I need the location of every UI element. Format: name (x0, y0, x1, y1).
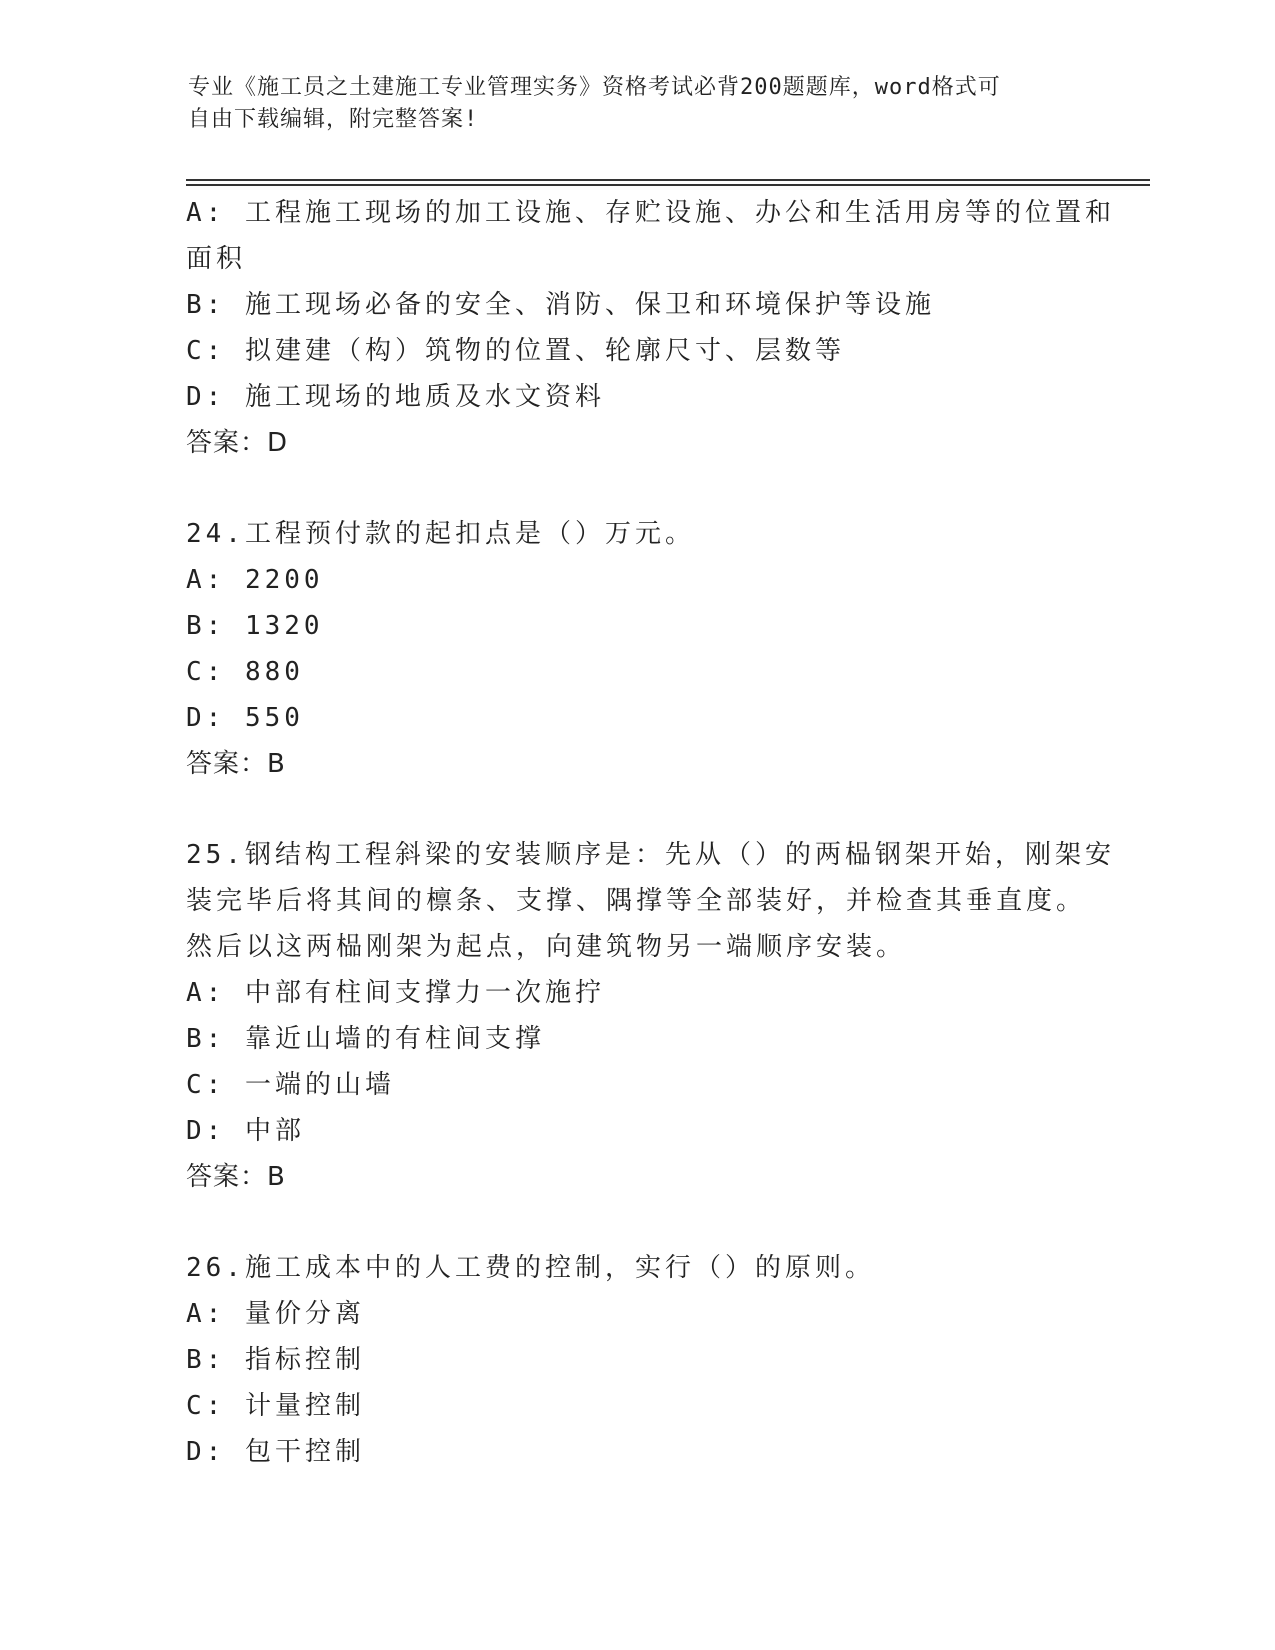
question-text: 24.工程预付款的起扣点是（）万元。 (186, 519, 695, 549)
option-a-line-1: A: 工程施工现场的加工设施、存贮设施、办公和生活用房等的位置和 (186, 198, 1115, 228)
header-line-1: 专业《施工员之土建施工专业管理实务》资格考试必背200题题库，word格式可 (188, 75, 1001, 100)
question-26 (186, 1245, 1086, 1475)
question-23 (186, 190, 1115, 466)
option-d: D: 包干控制 (186, 1437, 365, 1467)
option-b: B: 施工现场必备的安全、消防、保卫和环境保护等设施 (186, 290, 935, 320)
header-divider-bottom (186, 184, 1150, 186)
question-24 (186, 511, 1086, 787)
question-list (186, 190, 1115, 1475)
option-a: A: 中部有柱间支撑力一次施拧 (186, 978, 605, 1008)
option-c: C: 拟建建（构）筑物的位置、轮廓尺寸、层数等 (186, 336, 845, 366)
header-divider-top (186, 179, 1150, 181)
header-line-2: 自由下载编辑，附完整答案! (188, 107, 479, 132)
option-c: C: 计量控制 (186, 1391, 365, 1421)
spacer (186, 787, 1086, 832)
document-header (188, 72, 1088, 136)
question-text: 26.施工成本中的人工费的控制，实行（）的原则。 (186, 1253, 875, 1283)
option-a: A: 量价分离 (186, 1299, 365, 1329)
option-d: D: 中部 (186, 1116, 305, 1146)
answer: 答案：B (186, 749, 286, 779)
spacer (186, 466, 1086, 511)
answer: 答案：D (186, 428, 289, 458)
option-b: B: 靠近山墙的有柱间支撑 (186, 1024, 545, 1054)
option-a: A: 2200 (186, 565, 324, 595)
option-b: B: 1320 (186, 611, 324, 641)
question-text-line-2: 装完毕后将其间的檩条、支撑、隅撑等全部装好，并检查其垂直度。 (186, 886, 1087, 916)
question-text-line-1: 25.钢结构工程斜梁的安装顺序是：先从（）的两榀钢架开始，刚架安 (186, 840, 1115, 870)
answer: 答案：B (186, 1162, 286, 1192)
option-c: C: 880 (186, 657, 304, 687)
option-a-line-2: 面积 (186, 244, 247, 274)
question-25 (186, 832, 1115, 1200)
spacer (186, 1200, 1086, 1245)
question-text-line-3: 然后以这两榀刚架为起点，向建筑物另一端顺序安装。 (186, 932, 907, 962)
option-d: D: 施工现场的地质及水文资料 (186, 382, 605, 412)
option-d: D: 550 (186, 703, 304, 733)
option-c: C: 一端的山墙 (186, 1070, 395, 1100)
option-b: B: 指标控制 (186, 1345, 365, 1375)
